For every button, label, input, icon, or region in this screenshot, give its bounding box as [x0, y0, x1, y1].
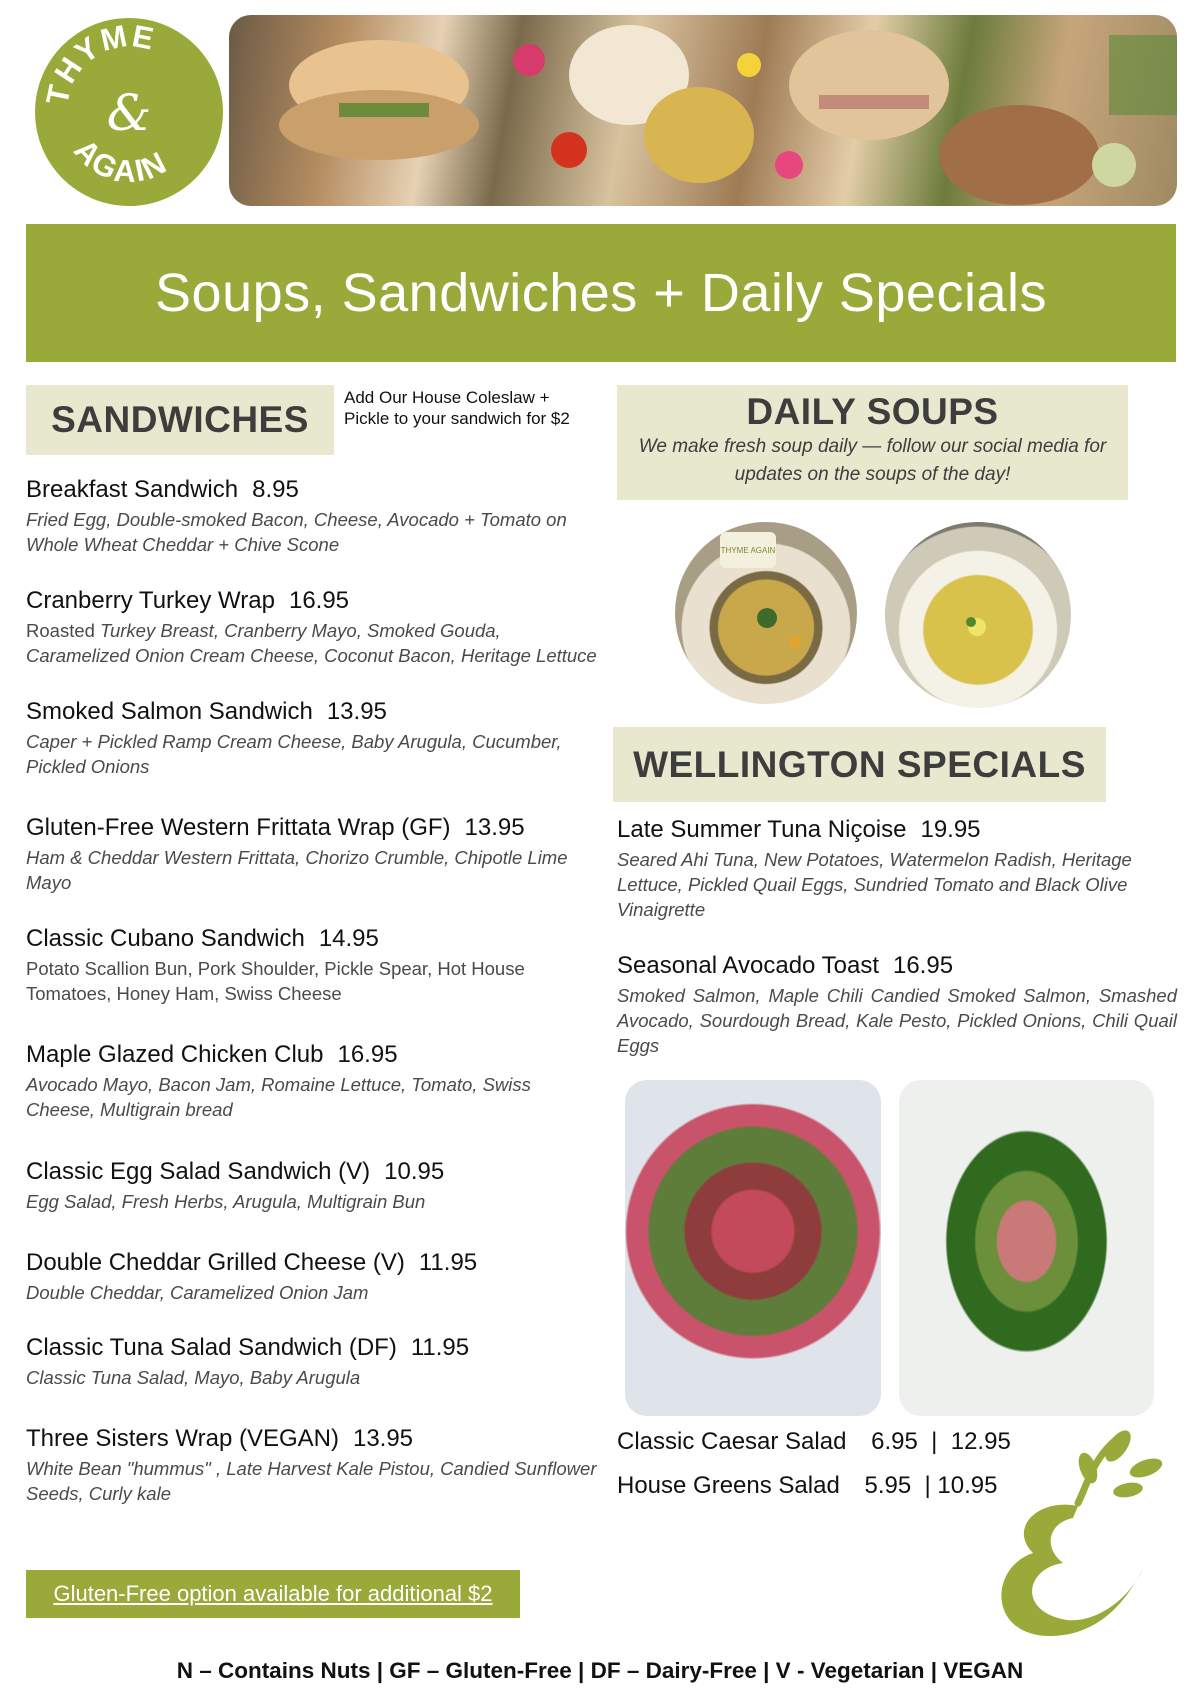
gluten-free-note[interactable] — [26, 1570, 520, 1618]
item-name: Classic Cubano Sandwich — [26, 925, 305, 952]
item-name: Seasonal Avocado Toast — [617, 952, 879, 979]
wellington-specials-heading: WELLINGTON SPECIALS — [633, 743, 1086, 785]
menu-item — [26, 1334, 601, 1390]
daily-soups-heading: DAILY SOUPS — [746, 391, 999, 432]
item-price: 19.95 — [920, 816, 981, 843]
page-title: Soups, Sandwiches + Daily Specials — [155, 263, 1047, 323]
logo-ampersand: & — [106, 84, 152, 142]
item-price: 14.95 — [318, 925, 379, 952]
salad-name: Classic Caesar Salad — [617, 1428, 847, 1455]
item-price: 11.95 — [410, 1334, 470, 1361]
menu-item — [26, 1425, 601, 1506]
item-name: Double Cheddar Grilled Cheese (V) — [26, 1249, 405, 1276]
item-name: Classic Egg Salad Sandwich (V) — [26, 1158, 371, 1185]
item-name: Maple Glazed Chicken Club — [26, 1041, 324, 1068]
item-description: Fried Egg, Double-smoked Bacon, Cheese, Avocado + Tomato on Whole Wheat Cheddar + Chive Scone — [26, 509, 567, 555]
item-name: Classic Tuna Salad Sandwich (DF) — [26, 1334, 397, 1361]
item-price: 13.95 — [352, 1425, 414, 1452]
item-name: Breakfast Sandwich — [26, 476, 239, 503]
item-price: 13.95 — [464, 814, 525, 841]
item-description: White Bean "hummus" , Late Harvest Kale Pistou, Candied Sunflower Seeds, Curly kale — [26, 1458, 597, 1504]
item-price: 10.95 — [384, 1158, 445, 1185]
avocado-toast-photo — [899, 1080, 1154, 1416]
page-banner — [26, 224, 1176, 362]
item-description: Avocado Mayo, Bacon Jam, Romaine Lettuce, Tomato, Swiss Cheese, Multigrain bread — [26, 1074, 531, 1120]
item-name: Late Summer Tuna Niçoise — [617, 816, 907, 843]
item-price: 8.95 — [252, 476, 299, 503]
salad-price: 6.95 | 12.95 — [871, 1428, 1011, 1455]
salad-line — [617, 1428, 1011, 1456]
hero-illustration — [229, 15, 1177, 206]
salad-line — [617, 1472, 997, 1500]
salad-price: 5.95 | 10.95 — [864, 1472, 998, 1499]
ampersand-decoration-icon — [968, 1428, 1163, 1658]
soup-jar-label: THYME AGAIN — [720, 546, 776, 555]
daily-soups-description: We make fresh soup daily — follow our social media for updates on the soups of the day! — [638, 436, 1107, 485]
soup-photo — [885, 522, 1071, 708]
menu-item — [26, 1158, 601, 1214]
daily-soups-panel — [617, 385, 1128, 500]
item-price: 11.95 — [418, 1249, 478, 1276]
logo-mark — [35, 18, 223, 206]
item-name: Smoked Salmon Sandwich — [26, 698, 313, 725]
gluten-free-note-text[interactable]: Gluten-Free option available for additional $2 — [53, 1581, 493, 1606]
logo-text-top: THYME — [39, 18, 159, 108]
item-description: Turkey Breast, Cranberry Mayo, Smoked Gouda, Caramelized Onion Cream Cheese, Coconut Bacon, Heritage Lettuce — [26, 620, 597, 666]
brand-logo — [35, 18, 223, 206]
item-description: Seared Ahi Tuna, New Potatoes, Watermelon Radish, Heritage Lettuce, Pickled Quail Eggs, Sundried Tomato and Black Olive Vinaigrette — [617, 849, 1132, 920]
menu-item — [26, 1041, 601, 1122]
menu-item — [26, 1249, 601, 1305]
item-description: Double Cheddar, Caramelized Onion Jam — [26, 1282, 369, 1303]
menu-item — [26, 698, 601, 779]
tuna-nicoise-photo — [625, 1080, 881, 1416]
item-description-prefix: Roasted — [26, 620, 101, 641]
item-description: Classic Tuna Salad, Mayo, Baby Arugula — [26, 1367, 361, 1388]
dietary-legend: N – Contains Nuts | GF – Gluten-Free | DF – Dairy-Free | V - Vegetarian | VEGAN — [176, 1658, 1024, 1683]
item-price: 13.95 — [326, 698, 387, 725]
menu-item — [617, 952, 1177, 1058]
item-name: Cranberry Turkey Wrap — [26, 587, 275, 614]
item-description: Egg Salad, Fresh Herbs, Arugula, Multigrain Bun — [26, 1191, 426, 1212]
item-price: 16.95 — [892, 952, 954, 979]
item-description: Caper + Pickled Ramp Cream Cheese, Baby Arugula, Cucumber, Pickled Onions — [26, 731, 562, 777]
item-description: Smoked Salmon, Maple Chili Candied Smoked Salmon, Smashed Avocado, Sourdough Bread, Kale Pesto, Pickled Onions, Chili Quail Eggs — [617, 985, 1177, 1056]
menu-item — [26, 476, 601, 557]
wellington-specials-panel — [613, 727, 1106, 802]
menu-item — [617, 816, 1177, 922]
item-price: 16.95 — [337, 1041, 398, 1068]
sandwiches-heading: SANDWICHES — [51, 399, 309, 440]
logo-text-bottom: AGAIN — [67, 132, 174, 190]
menu-item — [26, 925, 601, 1006]
item-price: 16.95 — [288, 587, 350, 614]
item-description: Ham & Cheddar Western Frittata, Chorizo Crumble, Chipotle Lime Mayo — [26, 847, 568, 893]
menu-item — [26, 587, 601, 668]
item-name: Three Sisters Wrap (VEGAN) — [26, 1425, 339, 1452]
sandwiches-heading-panel — [26, 385, 334, 455]
soup-photo — [675, 522, 857, 704]
salad-name: House Greens Salad — [617, 1472, 840, 1499]
addon-note: Add Our House Coleslaw + Pickle to your sandwich for $2 — [344, 388, 570, 428]
item-name: Gluten-Free Western Frittata Wrap (GF) — [26, 814, 451, 841]
menu-item — [26, 814, 601, 895]
hero-sandwich-photo — [229, 15, 1177, 206]
item-description: Potato Scallion Bun, Pork Shoulder, Pickle Spear, Hot House Tomatoes, Honey Ham, Swiss Cheese — [26, 958, 525, 1004]
